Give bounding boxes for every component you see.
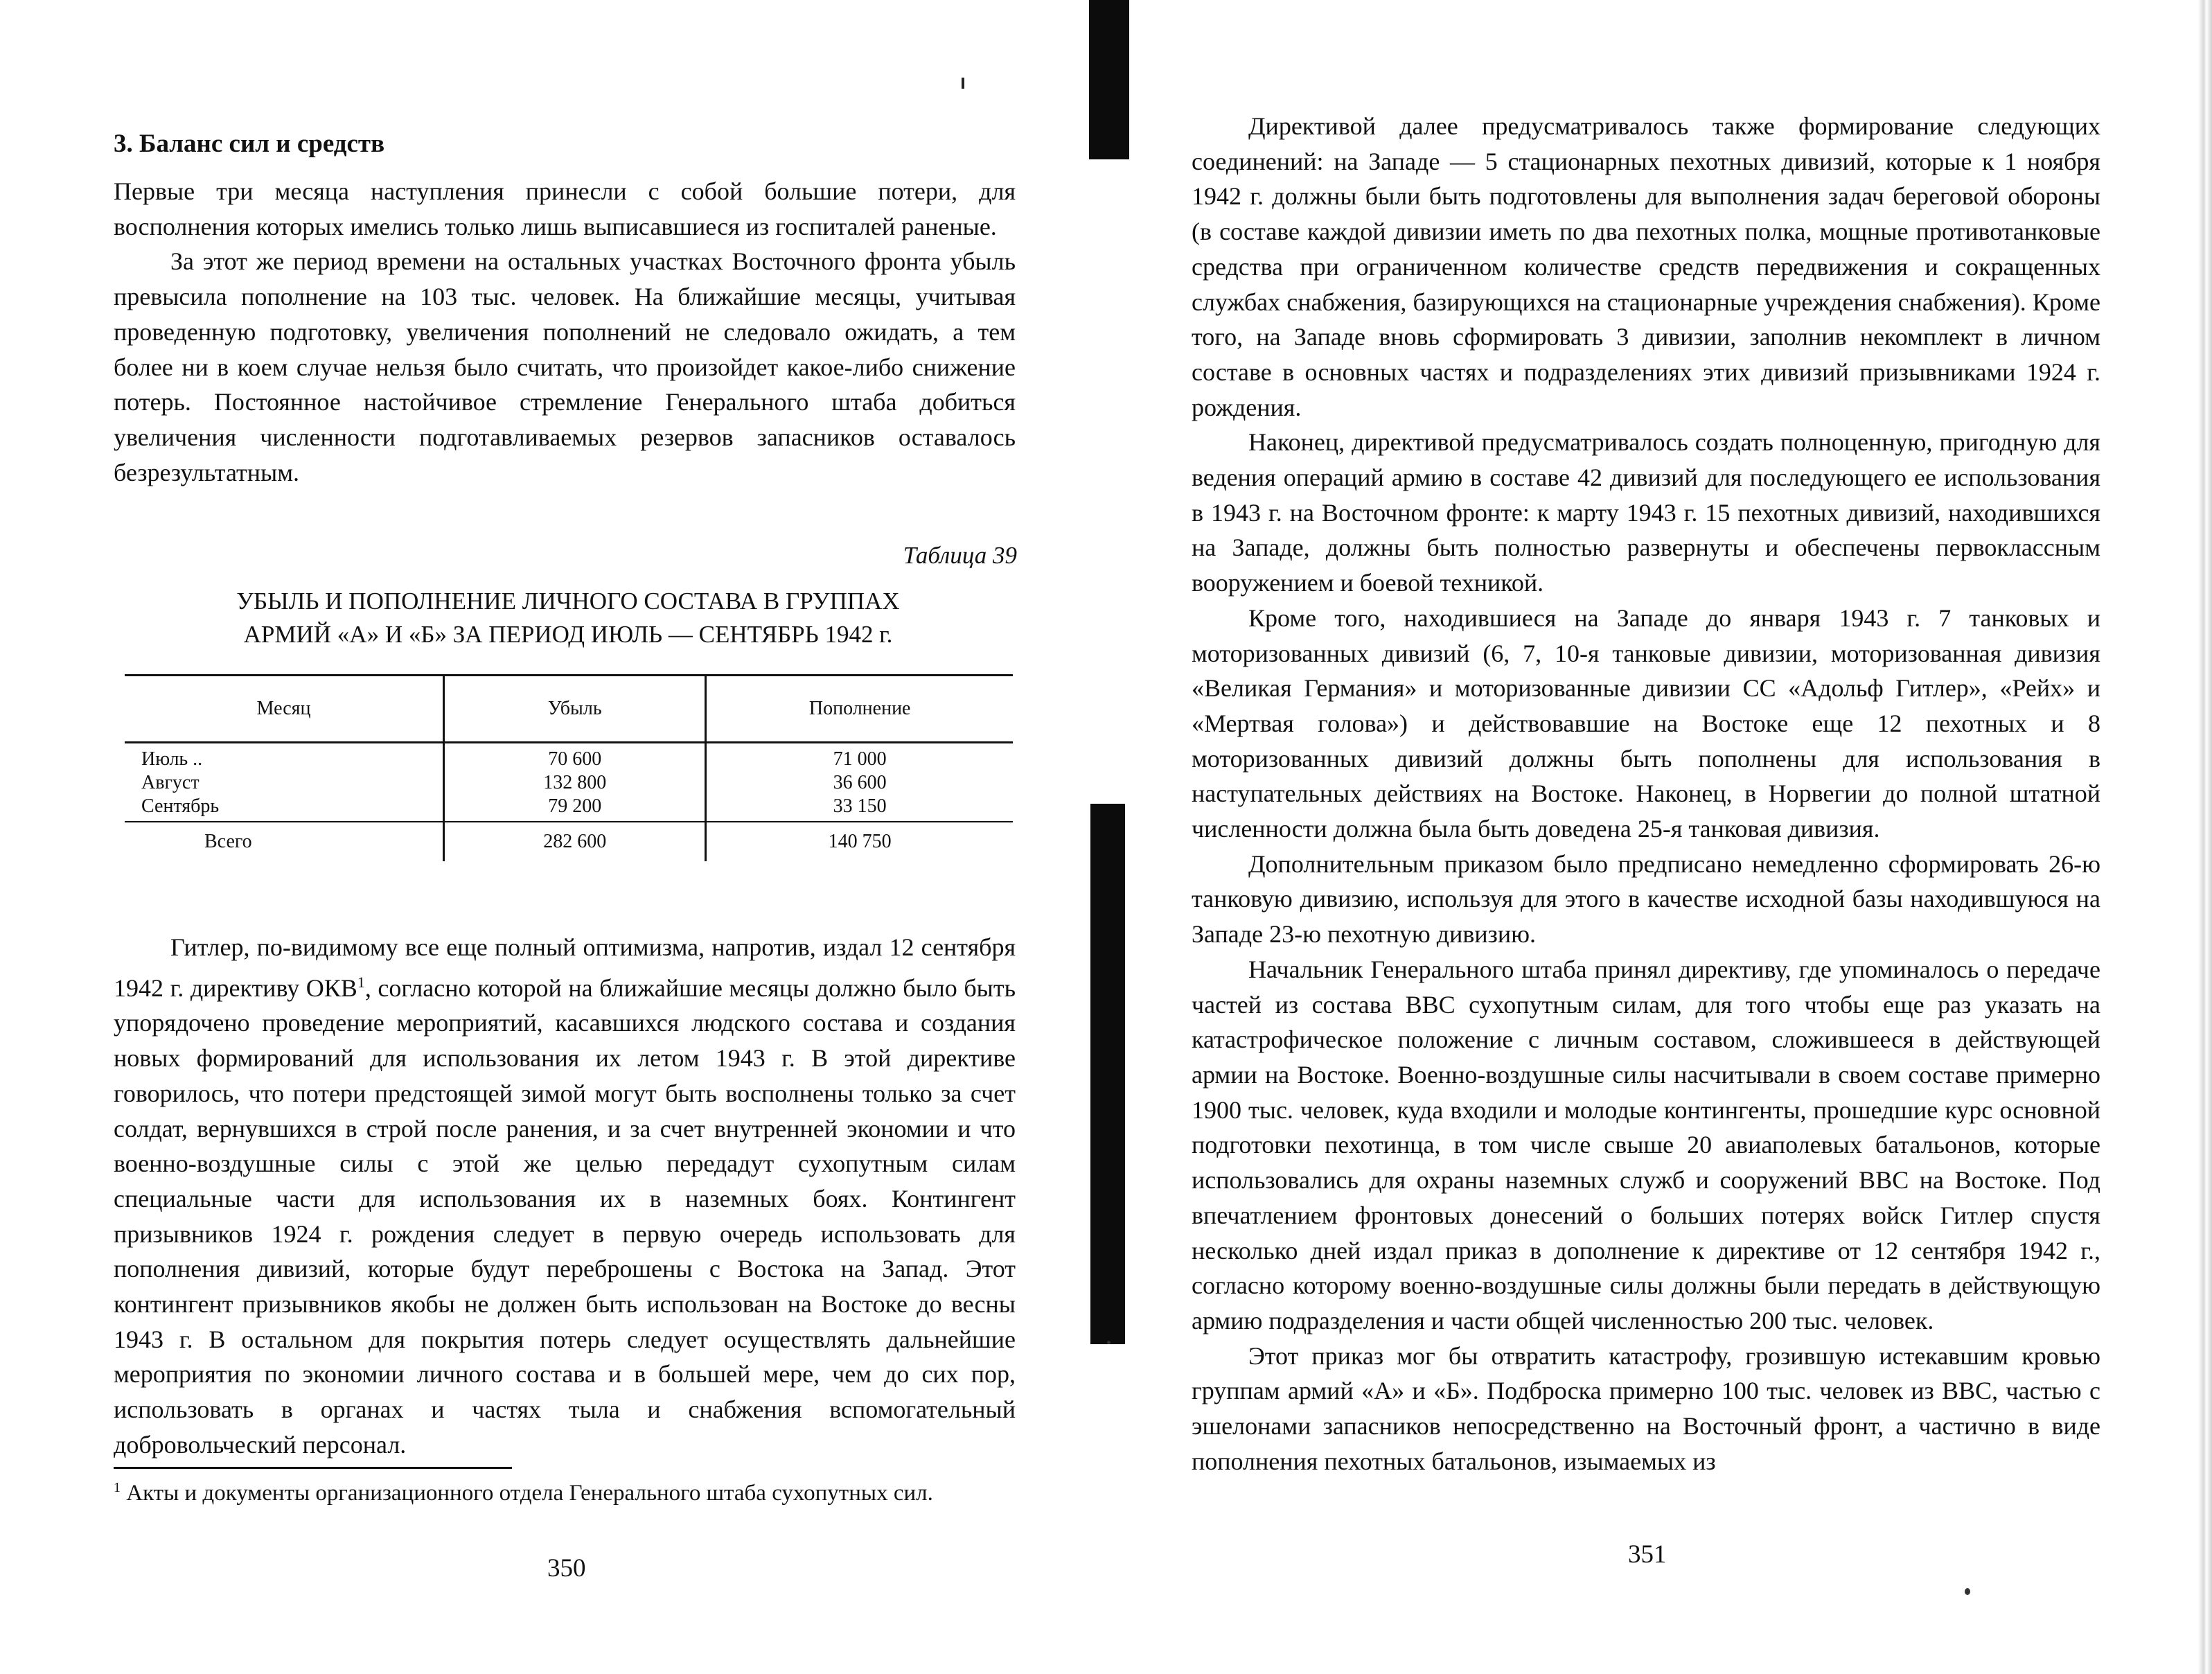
header-month: Месяц <box>125 676 444 743</box>
section-title: 3. Баланс сил и средств <box>114 130 385 158</box>
left-page <box>0 0 1088 1674</box>
paragraph: Начальник Генерального штаба принял директиву, где упоминалось о передаче частей из состава ВВС сухопутным силам, для того чтобы еще раз указать на катастрофическое положение с личным составом, сложившееся в действующей армии на Востоке. Военно-воздушные силы насчитывали в своем составе примерно 1900 тыс. человек, куда входили и молодые контингенты, прошедшие курс основной подготовки пехотинца, в том числе свыше 20 авиаполевых батальонов, которые использовались для охраны наземных служб и сооружений ВВС на Востоке. Под впечатлением фронтовых донесений о больших потерях войск Гитлер спустя несколько дней издал приказ в дополнение к директиве от 12 сентября 1942 г., согласно которому военно-воздушные силы должны были передать в действующую армию подразделения и части общей численностью 200 тыс. человек. <box>1192 955 2100 1334</box>
cell-month: Сентябрь <box>125 795 444 822</box>
paragraph: Наконец, директивой предусматривалось создать полноценную, пригодную для ведения операций армию в составе 42 дивизий для последующего ее использования в 1943 г. на Восточном фронте: к марту 1943 г. 15 пехотных дивизий, находившихся на Западе, должны быть полностью развернуты и обеспечены первоклассным вооружением и боевой техникой. <box>1192 428 2100 597</box>
scan-speck <box>1965 1588 1970 1595</box>
table-header-row <box>125 676 1013 743</box>
paragraph: За этот же период времени на остальных участках Восточного фронта убыль превысила пополнение на 103 тыс. человек. На ближайшие месяцы, учитывая проведенную подготовку, увеличения пополнений не следовало ожидать, а тем более ни в коем случае нельзя было считать, что произойдет какое-либо снижение потерь. Постоянное настойчивое стремление Генерального штаба добиться увеличения численности подготавливаемых резервов запасников оставалось безрезультатным. <box>114 247 1016 486</box>
footnote-mark: 1 <box>114 1480 121 1495</box>
scan-speck <box>1107 1341 1111 1344</box>
paragraph: Дополнительным приказом было предписано немедленно сформировать 26-ю танковую дивизию, используя для этого в качестве исходной базы находившуюся на Западе 23-ю пехотную дивизию. <box>1192 849 2100 949</box>
cell-total-replacements: 140 750 <box>828 831 892 852</box>
left-text-block-top <box>114 174 1016 490</box>
table-title-line: УБЫЛЬ И ПОПОЛНЕНИЕ ЛИЧНОГО СОСТАВА В ГРУППАХ <box>236 588 900 615</box>
cell-replacements: 36 600 <box>833 772 887 793</box>
table-row <box>125 743 1013 772</box>
cell-total-label: Всего <box>125 822 444 861</box>
paragraph: Кроме того, находившиеся на Западе до января 1943 г. 7 танковых и моторизованных дивизий (6, 7, 10-я танковые дивизии, моторизованная дивизия «Великая Германия» и моторизованные дивизии СС «Адольф Гитлер», «Рейх» и «Мертвая голова») и действовавшие на Востоке еще 12 пехотных и 8 моторизованных дивизий должны быть пополнены для использования в наступательных действиях на Востоке. Наконец, в Норвегии до полной штатной численности должна была быть доведена 25-я танковая дивизия. <box>1192 603 2100 843</box>
left-text-block-bottom <box>114 930 1016 1463</box>
cell-losses: 70 600 <box>444 743 706 772</box>
paragraph: Директивой далее предусматривалось также формирование следующих соединений: на Западе — 5 стационарных пехотных дивизий, которые к 1 ноября 1942 г. должны были быть подготовлены для выполнения задач береговой обороны (в составе каждой дивизии иметь по два пехотных полка, мощные противотанковые средства при ограниченном количестве средств передвижения и сокращенных службах снабжения, базирующихся на стационарные учреждения снабжения). Кроме того, на Западе вновь сформировать 3 дивизии, заполнив некомплект в личном составе в основных частях и подразделениях этих дивизий призывниками 1924 г. рождения. <box>1192 112 2100 421</box>
footnote-divider <box>114 1467 512 1469</box>
footnote-text: Акты и документы организационного отдела Генерального штаба сухопутных сил. <box>126 1481 933 1506</box>
scan-mark <box>962 78 964 89</box>
cell-month: Июль .. <box>125 743 444 772</box>
paragraph-text: Гитлер, по-видимому все еще полный оптимизма, напротив, издал 12 сентября 1942 г. директиву ОКВ <box>114 933 1016 1002</box>
paragraph: Первые три месяца наступления принесли с собой большие потери, для восполнения которых имелись только лишь выписавшиеся из госпиталей раненые. <box>114 177 1016 240</box>
cell-losses: 79 200 <box>444 795 706 822</box>
table-total-row <box>125 822 1013 861</box>
paragraph: Этот приказ мог бы отвратить катастрофу, грозившую истекавшим кровью группам армий «А» и «Б». Подброска примерно 100 тыс. человек из ВВС, частью с эшелонами запасников непосредственно на Восточный фронт, а частично в виде пополнения пехотных батальонов, изымаемых из <box>1192 1341 2100 1475</box>
right-text-block <box>1192 109 2100 1479</box>
paragraph <box>114 930 1016 1463</box>
cell-total-losses: 282 600 <box>444 822 706 861</box>
cell-replacements: 71 000 <box>833 748 887 770</box>
table-title <box>139 585 998 651</box>
table-label: Таблица 39 <box>903 542 1017 569</box>
header-replacements: Пополнение <box>706 676 1013 743</box>
cell-losses: 132 800 <box>444 771 706 795</box>
table-row <box>125 771 1013 795</box>
paragraph-text: , согласно которой на ближайшие месяцы должно было быть упорядочено проведение мероприятий, касавшихся людского состава и создания новых формирований для использования их летом 1943 г. В этой директиве говорилось, что потери предстоящей зимой могут быть восполнены только за счет солдат, вернувшихся в строй после ранения, и за счет внутренней экономии и что военно-воздушные силы с этой же целью передадут сухопутным силам специальные части для использования их в наземных боях. Контингент призывников 1924 г. рождения следует в первую очередь использовать для пополнения дивизий, которые будут переброшены с Востока на Запад. Этот контингент призывников якобы не должен быть использован на Востоке до весны 1943 г. В остальном для покрытия потерь следует осуществлять дальнейшие мероприятия по экономии личного состава и в большей мере, чем до сих пор, использовать в органах и частях тыла и снабжения вспомогательный добровольческий персонал. <box>114 973 1016 1459</box>
cell-month: Август <box>125 771 444 795</box>
table-title-line: АРМИЙ «А» И «Б» ЗА ПЕРИОД ИЮЛЬ — СЕНТЯБРЬ 1942 г. <box>243 621 893 648</box>
header-losses: Убыль <box>444 676 706 743</box>
footnote <box>114 1480 1028 1506</box>
cell-replacements: 33 150 <box>706 795 1013 822</box>
footnote-reference: 1 <box>357 973 365 991</box>
page-number: 351 <box>1628 1540 1667 1569</box>
losses-replacements-table <box>125 674 1013 861</box>
page-number: 350 <box>547 1554 586 1583</box>
table-row <box>125 795 1013 822</box>
